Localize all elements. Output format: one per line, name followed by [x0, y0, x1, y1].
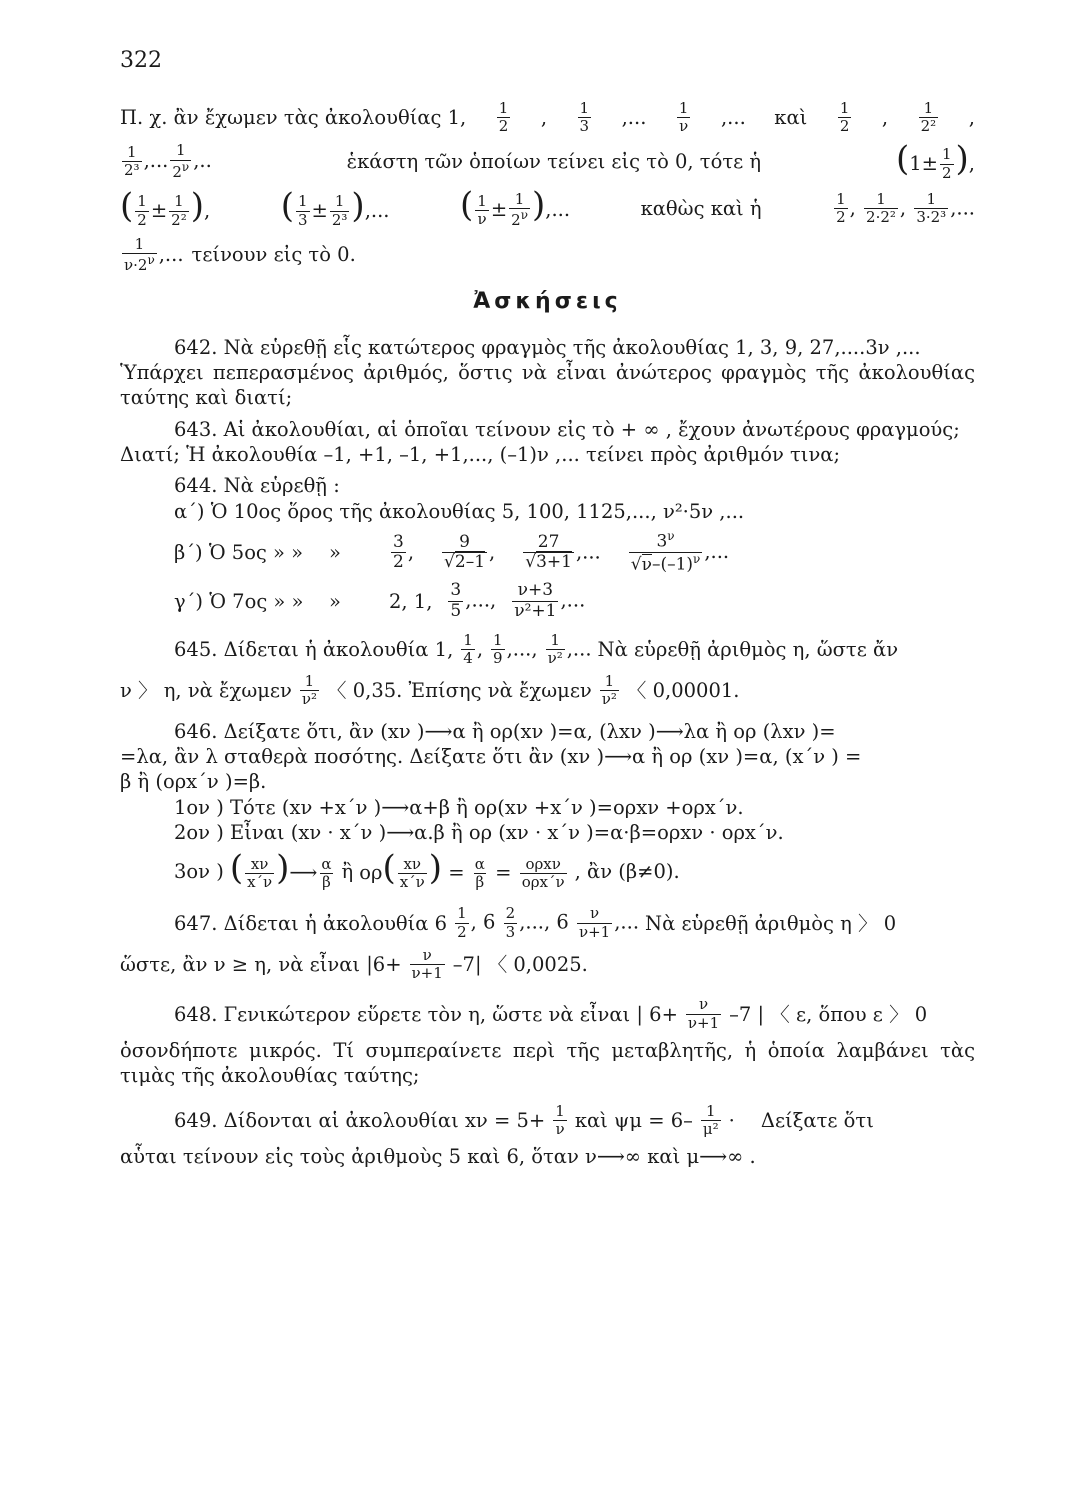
intro-and: καὶ [774, 106, 808, 130]
exercise-647-a: ὥστε, ἂν ν ≥ η, νὰ εἶναι |6+ [120, 953, 402, 977]
item-3-end: , ἂν (β≠0). [574, 859, 680, 883]
fraction: $\frac{1}{\text{2²}}$ [171, 192, 187, 229]
fraction: $\frac{1}{2}$ [836, 189, 846, 227]
exercise-645-b: 〈 0,35. Ἐπίσης νὰ ἔχωμεν [327, 679, 592, 703]
fraction: $\frac{\alpha}{\beta}$ [474, 854, 485, 892]
exercise-644-c: γ΄) Ὁ 7ος » » » 2, 1, $\frac{3}{5}$ ,..., $\frac{\nu+3}{\text{ν²+1}}$ ,... [174, 580, 586, 621]
exercise-647-line-1: 647. Δίδεται ἡ ἀκολουθία 6 $\frac{1}{2}$ , 6 $\frac{2}{3}$ ,..., 6 $\frac{\nu}{\nu+1}$ ,... Νὰ εὑρεθῇ ἀριθμὸς η 〉 0 [174, 904, 897, 941]
fraction: $\frac{1}{3}$ [579, 99, 590, 136]
exercise-646-item-3: 3ον ) ( $\frac{x\nu}{x΄\nu}$ )⟶ $\frac{\alpha}{\beta}$ ἢ ορ( $\frac{x\nu}{x΄\nu}$ ) = $\frac{\alpha}{\beta}$ = $\frac{\text{ορxν}}{\text{ορx΄ν}}$ , ἂν (β≠0). [174, 848, 680, 892]
exercise-649-start: 649. Δίδονται αἱ ἀκολουθίαι xν = 5+ [174, 1108, 546, 1132]
exercise-645-start: 645. Δίδεται ἡ ἀκολουθία 1, [174, 637, 454, 661]
exercise-649-line-2: αὗται τείνουν εἰς τοὺς ἀριθμοὺς 5 καὶ 6, ὅταν ν⟶∞ καὶ μ⟶∞ . [120, 1145, 756, 1169]
exercise-649-mid: καὶ ψμ = 6– [574, 1108, 693, 1132]
exercise-647-line-2 [120, 947, 975, 983]
intro-line-1: Π. χ. ἂν ἔχωμεν τὰς ἀκολουθίας 1, $\frac{1}{2}$ , $\frac{1}{3}$ ,... $\frac{1}{\nu}$ ,... καὶ $\frac{1}{2}$ , $\frac{1}{\text{2²}}$ , [120, 99, 975, 136]
fraction: $\frac{\nu}{\nu+1}$ [578, 904, 611, 941]
label-b: β΄) Ὁ 5ος » » [174, 541, 304, 565]
page-content [120, 100, 975, 1170]
fraction: $\frac{1}{2}$ [457, 904, 467, 941]
page-number: 322 [120, 48, 162, 73]
item-3-eta: ἢ [341, 859, 354, 883]
exercise-646-line-1: 646. Δείξατε ὅτι, ἂν (xν )⟶α ἢ ορ(xν )=α, (λxν )⟶λα ἢ ορ (λxν )= [174, 719, 836, 743]
intro-text: τείνουν εἰς τὸ 0. [191, 243, 356, 267]
item-3-label: 3ον ) [174, 859, 224, 883]
exercise-644-a: α΄) Ὁ 10ος ὅρος τῆς ἀκολουθίας 5, 100, 1125,..., ν²·5ν ,... [174, 499, 745, 523]
fraction: $\frac{1}{2}$ [839, 99, 850, 136]
intro-text: Π. χ. ἂν ἔχωμεν τὰς ἀκολουθίας 1, [120, 106, 467, 130]
fraction: $\frac{\nu}{\nu+1}$ [411, 945, 443, 983]
exercise-649-end: Δείξατε ὅτι [760, 1108, 874, 1132]
exercise-646-item-2: 2ον ) Εἶναι (xν · x΄ν )⟶α.β ἢ ορ (xν · x΄ν )=α·β=ορxν · ορx΄ν. [174, 820, 784, 844]
fraction: $\frac{1}{2}$ [498, 99, 509, 136]
exercise-646-line-2: =λα, ἂν λ σταθερὰ ποσότης. Δείξατε ὅτι ἂν (xν )⟶α ἢ ορ (xν )=α, (x΄ν ) = [120, 744, 862, 768]
fraction: $\frac{2}{3}$ [505, 904, 516, 941]
fraction: $\frac{1}{\nu}$ [477, 191, 487, 228]
exercise-643-line-1: 643. Αἱ ἀκολουθίαι, αἱ ὁποῖαι τείνουν εἰς τὸ + ∞ , ἔχουν ἀνωτέρους φραγμούς; [174, 417, 960, 441]
exercise-647-start: 647. Δίδεται ἡ ἀκολουθία 6 [174, 911, 448, 935]
exercise-648-line-2: ὁσονδήποτε μικρός. Τί συμπεραίνετε περὶ τῆς μεταβλητῆς, ἡ ὁποία λαμβάνει τὰς τιμὰς τῆς ἀκολουθίας ταύτης; [120, 1038, 975, 1088]
fraction: $\frac{9}{√2-1}$ [444, 531, 486, 573]
fraction: $\frac{1}{\nu}$ [678, 99, 689, 136]
fraction: $\frac{1}{2^\nu}$ [172, 141, 190, 181]
exercise-647-b: –7| 〈 0,0025. [452, 953, 588, 977]
fraction: $\frac{1}{\text{ν²}}$ [301, 672, 318, 709]
exercise-645-a: ν 〉 η, νὰ ἔχωμεν [120, 679, 292, 703]
exercise-646-line-3: β ἢ (ορx΄ν )=β. [120, 770, 267, 794]
exercise-645-line-1: 645. Δίδεται ἡ ἀκολουθία 1, $\frac{1}{4}$ , $\frac{1}{9}$ ,..., $\frac{1}{\text{ν²}}$ ,... Νὰ εὑρεθῇ ἀριθμὸς η, ὥστε ἄν [174, 630, 899, 667]
fraction: $\frac{1}{9}$ [493, 630, 503, 667]
exercise-645-line-2 [120, 673, 975, 709]
exercise-644-b: β΄) Ὁ 5ος » » » $\frac{3}{2}$ , $\frac{9}{√2-1}$ , $\frac{27}{√3+1}$ ,... $\frac{3^\nu}{√\nu-(-1)^\nu}$ ,... [174, 529, 730, 575]
exercise-642-line-2: Ὑπάρχει πεπερασμένος ἀριθμός, ὅστις νὰ εἶναι ἀνώτερος φραγμὸς τῆς ἀκολουθίας ταύτης καὶ διατί; [120, 360, 975, 410]
label-c: γ΄) Ὁ 7ος » » [174, 589, 304, 613]
fraction: $\frac{1}{\text{2³}}$ [124, 142, 140, 180]
intro-text: ἑκάστη τῶν ὁποίων τείνει εἰς τὸ 0, τότε ἡ [346, 149, 762, 173]
fraction: $\frac{1}{4}$ [463, 630, 473, 667]
fraction: $\frac{\nu}{\nu+1}$ [687, 995, 720, 1032]
fraction: $\frac{1}{2}$ [941, 145, 952, 182]
exercise-644-title: 644. Νὰ εὑρεθῇ : [174, 474, 340, 498]
fraction: $\frac{\nu+3}{\text{ν²+1}}$ [514, 580, 557, 621]
intro-line-3: ( $\frac{1}{2}$ ± $\frac{1}{\text{2²}}$ ), ( $\frac{1}{3}$ ± $\frac{1}{\text{2³}}$ ),... ( $\frac{1}{\nu}$ ± $\frac{1}{2^\nu}$ ),... καθὼς καὶ ἡ $\frac{1}{2}$ , $\frac{1}{\text{2·2²}}$ , $\frac{1}{\text{3·2³}}$ ,... [120, 184, 975, 230]
fraction: $\frac{1}{\text{ν²}}$ [601, 672, 617, 709]
fraction: $\frac{1}{\text{2·2²}}$ [866, 189, 896, 227]
fraction: $\frac{1}{\text{3·2³}}$ [916, 189, 947, 227]
exercise-646-item-1: 1ον ) Τότε (xν +x΄ν )⟶α+β ἢ ορ(xν +x΄ν )=ορxν +ορx΄ν. [174, 795, 744, 819]
fraction: $\frac{3}{5}$ [450, 580, 462, 621]
fraction: $\frac{1}{\text{2²}}$ [920, 99, 937, 136]
fraction: $\frac{1}{\text{μ²}}$ [702, 1101, 719, 1138]
fraction: $\frac{1}{\nu\cdot 2^\nu}$ [124, 234, 155, 274]
fraction: $\frac{1}{2}$ [137, 192, 147, 229]
fraction: $\frac{1}{\nu}$ [555, 1101, 565, 1138]
fraction: $\frac{\text{ορxν}}{\text{ορx΄ν}}$ [521, 854, 565, 892]
quote-mark: » [329, 541, 341, 565]
fraction: $\frac{1}{\text{2³}}$ [331, 192, 348, 229]
exercise-645-end: Νὰ εὑρεθῇ ἀριθμὸς η, ὥστε ἄν [597, 637, 899, 661]
fraction: $\frac{3^\nu}{√\nu-(-1)^\nu}$ [630, 529, 701, 575]
section-heading: Ἀσκήσεις [473, 289, 622, 314]
exercise-649-line-1: 649. Δίδονται αἱ ἀκολουθίαι xν = 5+ $\frac{1}{\nu}$ καὶ ψμ = 6– $\frac{1}{\text{μ²}}$ · Δείξατε ὅτι [174, 1101, 874, 1138]
exercise-643-line-2: Διατί; Ἡ ἀκολουθία –1, +1, –1, +1,..., (–1)ν ,... τείνει πρὸς ἀριθμόν τινα; [120, 442, 841, 466]
exercise-645-c: 〈 0,00001. [626, 679, 740, 703]
quote-mark: » [329, 589, 341, 613]
exercise-648-end: –7 | 〈 ε, ὅπου ε 〉 0 [729, 1002, 928, 1026]
fraction: $\frac{x\nu}{x΄\nu}$ [247, 854, 273, 892]
fraction: $\frac{3}{2}$ [393, 531, 404, 573]
fraction: $\frac{1}{3}$ [297, 192, 308, 229]
exercise-647-end: Νὰ εὑρεθῇ ἀριθμὸς η 〉 0 [645, 911, 897, 935]
fraction: $\frac{x\nu}{x΄\nu}$ [399, 854, 425, 892]
intro-line-2: $\frac{1}{\text{2³}}$ ,... $\frac{1}{2^\nu}$ ,.. ἑκάστη τῶν ὁποίων τείνει εἰς τὸ 0, τότε ἡ (1± $\frac{1}{2}$ ), [124, 138, 975, 182]
exercise-648-line-1 [120, 996, 975, 1032]
fraction: $\frac{1}{\text{ν²}}$ [547, 630, 563, 667]
intro-text: καθὼς καὶ ἡ [640, 196, 762, 220]
fraction: $\frac{27}{√3+1}$ [525, 531, 572, 573]
fraction: $\frac{\alpha}{\beta}$ [321, 854, 332, 892]
fraction: $\frac{1}{2^\nu}$ [511, 190, 528, 230]
intro-line-4: $\frac{1}{\nu\cdot 2^\nu}$ ,... τείνουν εἰς τὸ 0. [124, 234, 356, 274]
exercise-642-line-1: 642. Νὰ εὑρεθῇ εἷς κατώτερος φραγμὸς τῆς ἀκολουθίας 1, 3, 9, 27,....3ν ,... [174, 335, 921, 359]
exercise-648-start: 648. Γενικώτερον εὕρετε τὸν η, ὥστε νὰ εἶναι | 6+ [174, 1002, 678, 1026]
